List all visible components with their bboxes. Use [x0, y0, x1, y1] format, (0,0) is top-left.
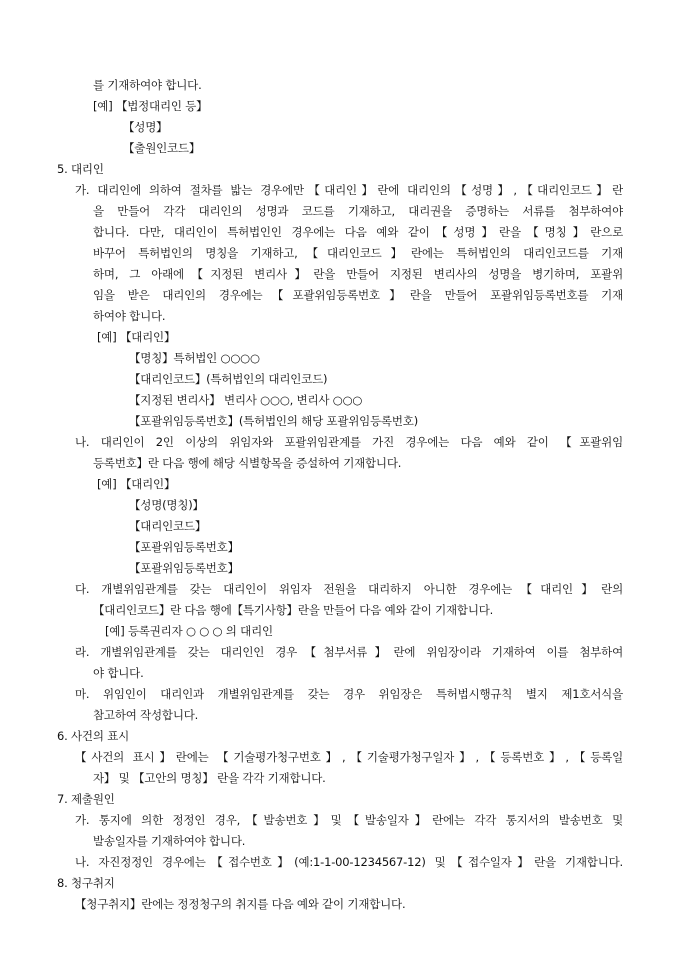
text-line: 나. 대리인이 2인 이상의 위임자와 포괄위임관계를 가진 경우에는 다음 예와 같이 【포괄위임	[75, 435, 623, 449]
example-line: 【출원인코드】	[123, 141, 201, 155]
example-line: 【포괄위임등록번호】(특허법인의 해당 포괄위임등록번호)	[129, 414, 418, 428]
text-line: 마. 위임인이 대리인과 개별위임관계를 갖는 경우 위임장은 특허법시행규칙 별지 제1호서식을	[75, 687, 623, 701]
text-line: 바꾸어 특허법인의 명칭을 기재하고,【대리인코드】란에는 특허법인의 대리인코드를 기재	[93, 246, 623, 260]
text-line: 등록번호】란 다음 행에 해당 식별항목을 증설하여 기재합니다.	[93, 456, 402, 470]
text-line: 라. 개별위임관계를 갖는 대리인인 경우【첨부서류】란에 위임장이라 기재하여 이를 첨부하여	[75, 645, 623, 659]
text-line: 【사건의 표시】란에는 【기술평가청구번호】,【기술평가청구일자】,【등록번호】,【등록일	[75, 750, 623, 764]
text-line: 을 만들어 각각 대리인의 성명과 코드를 기재하고, 대리권을 증명하는 서류를 첨부하여야	[93, 204, 623, 218]
text-line: 를 기재하여야 합니다.	[93, 78, 202, 92]
example-line: 【포괄위임등록번호】	[129, 561, 239, 575]
text-line: 【청구취지】란에는 정정청구의 취지를 다음 예와 같이 기재합니다.	[75, 897, 406, 911]
example-line: 【대리인코드】(특허법인의 대리인코드)	[129, 372, 328, 386]
example-line: 【성명(명칭)】	[129, 498, 204, 512]
text-line: 가. 통지에 의한 정정인 경우,【발송번호】및【발송일자】란에는 각각 통지서의 발송번호 및	[75, 813, 623, 827]
example-heading: [예] 【대리인】	[97, 477, 176, 491]
text-line: 하며, 그 아래에【지정된 변리사】란을 만들어 지정된 변리사의 성명을 병기하며, 포괄위	[93, 267, 623, 281]
example-line: 【대리인코드】	[129, 519, 207, 533]
text-line: 가. 대리인에 의하여 절차를 밟는 경우에만【대리인】란에 대리인의【성명】,【대리인코드】란	[75, 183, 623, 197]
text-line: 자】 및 【고안의 명칭】 란을 각각 기재합니다.	[93, 771, 326, 785]
section-heading-6: 6. 사건의 표시	[57, 729, 130, 743]
text-line: 발송일자를 기재하여야 합니다.	[93, 834, 246, 848]
text-line: 임을 받은 대리인의 경우에는【포괄위임등록번호】란을 만들어 포괄위임등록번호를 기재	[93, 288, 623, 302]
example-line: 【명칭】특허법인 ○○○○	[129, 351, 260, 365]
text-line: 참고하여 작성합니다.	[93, 708, 199, 722]
section-heading-8: 8. 청구취지	[57, 876, 115, 890]
example-line: 【지정된 변리사】 변리사 ○○○, 변리사 ○○○	[129, 393, 363, 407]
example-line: [예] 등록권리자 ○ ○ ○ 의 대리인	[105, 624, 273, 638]
text-line: 나. 자진정정인 경우에는【접수번호】(예:1-1-00-1234567-12) 및【접수일자】란을 기재합니다.	[75, 855, 623, 869]
text-line: 하여야 합니다.	[93, 309, 166, 323]
text-line: 야 합니다.	[93, 666, 144, 680]
text-line: 【대리인코드】란 다음 행에【특기사항】란을 만들어 다음 예와 같이 기재합니다.	[93, 603, 494, 617]
example-heading: [예] 【법정대리인 등】	[93, 99, 208, 113]
example-heading: [예] 【대리인】	[97, 330, 176, 344]
section-heading-5: 5. 대리인	[57, 162, 104, 176]
example-line: 【포괄위임등록번호】	[129, 540, 239, 554]
section-heading-7: 7. 제출원인	[57, 792, 115, 806]
text-line: 다. 개별위임관계를 갖는 대리인이 위임자 전원을 대리하지 아니한 경우에는【대리인】란의	[75, 582, 623, 596]
text-line: 합니다. 다만, 대리인이 특허법인인 경우에는 다음 예와 같이【성명】란을【명칭】란으로	[93, 225, 623, 239]
example-line: 【성명】	[123, 120, 168, 134]
